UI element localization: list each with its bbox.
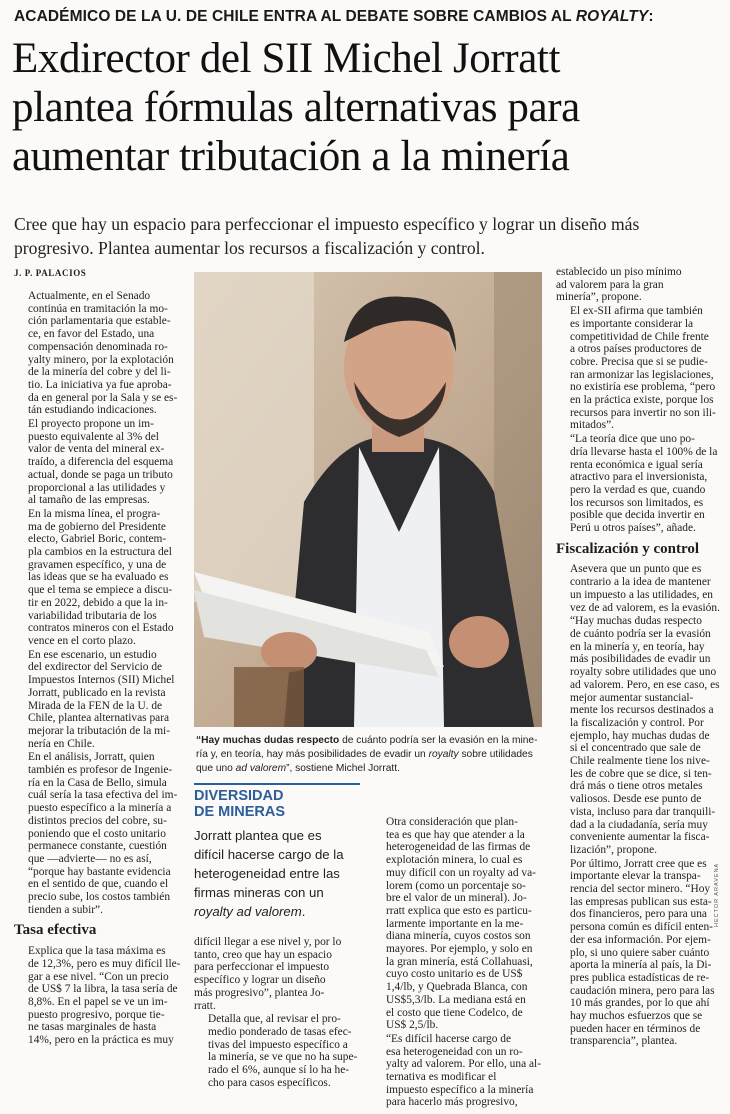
text-line: rratt explica que esto es particu-	[386, 904, 532, 917]
text-line: medio ponderado de tasas efec-	[208, 1025, 352, 1038]
text-line: distintos precios del cobre, su-	[28, 814, 167, 827]
text-line: pero la verdad es que, cuando	[570, 483, 706, 496]
text-line: puesto específico a la minería a	[28, 802, 172, 815]
text-line: pres publica estadísticas de re-	[570, 971, 710, 984]
text-line: gar a ese nivel. “Con un precio	[28, 970, 169, 983]
article-kicker: ACADÉMICO DE LA U. DE CHILE ENTRA AL DEBATE SOBRE CAMBIOS AL ROYALTY:	[14, 8, 654, 25]
text-line: gravamen específico, y una de	[28, 558, 167, 571]
text-line: les de cobre que se dice, si ten-	[570, 767, 712, 780]
text-line: En la misma línea, el progra-	[28, 507, 161, 520]
text-line: las ideas que se ha evaluado es	[28, 571, 169, 584]
paragraph	[556, 615, 720, 856]
text-line: proporcional a las utilidades y	[28, 481, 166, 494]
text-line: si el concentrado que sale de	[570, 742, 701, 755]
text-line: vista, incluso para dar tranquili-	[570, 805, 716, 818]
text-line: ad valorem para la gran	[556, 278, 664, 291]
text-line: en la minería y, en teoría, hay	[570, 640, 705, 653]
text-line: impuesto específico a la minería	[386, 1083, 534, 1096]
text-line: esa heterogeneidad con un ro-	[386, 1045, 523, 1058]
text-line: muy difícil con un royalty ad va-	[386, 866, 536, 879]
text-line: “La teoría dice que uno po-	[570, 433, 695, 446]
text-line: ad valorem. Pero, en ese caso, es	[570, 678, 720, 691]
text-line: traído, a diferencia del esquema	[28, 456, 174, 469]
text-line: cuyo costo unitario es de US$	[386, 968, 523, 981]
text-line: posible que decida invertir en	[570, 509, 705, 522]
text-line: yalty minero, por la explotación	[28, 353, 174, 366]
text-line: dría llevarse hasta el 100% de la	[570, 445, 718, 458]
article-headline: Exdirector del SII Michel Jorratt plantea fórmulas alternativas para aumentar tributación a la minería	[12, 35, 580, 180]
text-line: pueden hacer en términos de	[570, 1022, 701, 1035]
text-line: ne tasas marginales de hasta	[28, 1021, 157, 1034]
sidebar-rule	[194, 783, 360, 785]
text-line: las empresas publican sus esta-	[570, 895, 712, 908]
text-line: minería”, propone.	[556, 291, 642, 304]
text-line: 10 más grandes, por lo que ahí	[570, 997, 710, 1010]
text-line: recursos para invertir no son ili-	[570, 406, 716, 419]
text-line: Perú u otros países”, añade.	[570, 522, 696, 535]
text-line: rencia del sector minero. “Hoy	[570, 883, 711, 896]
text-line: tienden a subir”.	[28, 903, 103, 916]
text-line: tán estudiando indicaciones.	[28, 404, 157, 417]
paragraph	[556, 858, 720, 1049]
text-line: drá más o tiene otros metales	[570, 780, 703, 793]
text-line: ternativa es modificar el	[386, 1071, 497, 1084]
text-line: transparencia”, plantea.	[570, 1035, 678, 1048]
text-line: valiosos. Desde ese punto de	[570, 793, 702, 806]
text-line: tanto, creo que hay un espacio	[194, 948, 332, 961]
text-line: El ex-SII afirma que también	[570, 305, 703, 318]
text-line: bre el valor de un mineral). Jo-	[386, 892, 527, 905]
text-line: no existiría ese problema, “pero	[570, 381, 716, 394]
text-line: ma de gobierno del Presidente	[28, 520, 166, 533]
text-line: caudación minera, pero para las	[570, 984, 715, 997]
sidebar-text: Jorratt plantea que es difícil hacerse cargo de la heterogeneidad entre las firmas mineras con un royalty ad valorem.	[194, 828, 344, 919]
text-line: compensación denominada ro-	[28, 340, 168, 353]
text-line: persona común es difícil enten-	[570, 921, 713, 934]
byline: J. P. PALACIOS	[14, 268, 87, 278]
text-line: da en general por la Sala y se es-	[28, 391, 178, 404]
text-line: Explica que la tasa máxima es	[28, 945, 166, 958]
text-line: Jorratt, publicado en la revista	[28, 686, 166, 699]
text-line: Otra consideración que plan-	[386, 816, 518, 828]
text-line: la fiscalización y control. Por	[570, 716, 704, 729]
text-line: pla cambios en la estructura del	[28, 546, 172, 559]
text-line: mayores. Por ejemplo, y solo en	[386, 943, 533, 956]
text-line: lización”, propone.	[570, 843, 657, 856]
text-line: En el análisis, Jorratt, quien	[28, 751, 155, 764]
text-line: larmente importante en la me-	[386, 917, 524, 930]
text-line: continúa en tramitación la mo-	[28, 302, 168, 315]
text-line: tea es que hay que atender a la	[386, 828, 525, 841]
text-line: de 12,3%, pero es muy difícil lle-	[28, 957, 181, 970]
text-line: “porque hay bastante evidencia	[28, 865, 171, 878]
text-line: el costo que tiene Codelco, de	[386, 1006, 523, 1019]
text-line: de cuánto podría ser la evasión	[570, 627, 711, 640]
paragraph	[14, 290, 182, 417]
text-line: dos financieros, pero para una	[570, 908, 707, 921]
text-line: la minería, se ve que no ha supe-	[208, 1051, 358, 1064]
text-line: tio. La iniciativa ya fue aproba-	[28, 378, 172, 391]
text-line: vence en el corto plazo.	[28, 634, 136, 647]
text-line: que el tema se empiece a discu-	[28, 584, 173, 597]
text-line: también es profesor de Ingenie-	[28, 764, 173, 777]
text-line: cho para casos específicos.	[208, 1076, 331, 1089]
text-line: un impuesto a las utilidades, en	[570, 588, 713, 601]
section-heading: Fiscalización y control	[556, 540, 700, 557]
text-line: 14%, pero en la práctica es muy	[28, 1034, 174, 1047]
paragraph	[556, 433, 720, 535]
text-line: Chile realmente tiene los nive-	[570, 755, 710, 768]
text-line: contratos mineros con el Estado	[28, 622, 174, 635]
text-line: 8,8%. En el papel se ve un im-	[28, 995, 168, 1008]
text-line: mente los recursos destinados a	[570, 704, 714, 717]
text-line: es importante considerar la	[570, 317, 694, 330]
text-line: del exdirector del Servicio de	[28, 661, 163, 674]
text-line: diana minería, cuyos costos son	[386, 930, 531, 943]
text-line: Chile, plantea alternativas para	[28, 712, 170, 725]
text-line: Actualmente, en el Senado	[28, 290, 151, 302]
text-line: difícil llegar a ese nivel y, por lo	[194, 936, 342, 948]
paragraph	[194, 936, 360, 1012]
text-line: conveniente aumentar la fisca-	[570, 831, 710, 844]
text-line: ría en la Casa de Bello, simula	[28, 776, 167, 789]
article-column-4	[556, 266, 720, 1049]
text-line: más posibilidades de evadir un	[570, 653, 711, 666]
paragraph	[194, 1013, 360, 1089]
text-line: al tamaño de las empresas.	[28, 494, 150, 507]
photo-credit: HECTOR ARAVENA	[714, 862, 720, 927]
text-line: El proyecto propone un im-	[28, 418, 154, 431]
text-line: “Hay muchas dudas respecto	[570, 615, 702, 628]
text-line: ce, en favor del Estado, una	[28, 328, 155, 341]
text-line: atractivo para el inversionista,	[570, 471, 708, 484]
text-line: mejor aumentar sustancial-	[570, 691, 694, 704]
text-line: lorem (como un porcentaje so-	[386, 879, 526, 892]
text-line: tivas del impuesto específico a	[208, 1038, 348, 1051]
paragraph	[14, 945, 182, 1047]
text-line: de US$ 7 la libra, la tasa sería de	[28, 983, 178, 996]
text-line: renta económica e igual sería	[570, 458, 703, 471]
text-line: variabilidad tributaria de los	[28, 609, 157, 622]
text-line: rado el 6%, aunque sí lo ha he-	[208, 1064, 350, 1077]
paragraph	[556, 305, 720, 432]
text-line: mitados”.	[570, 419, 614, 432]
text-line: “Es difícil hacerse cargo de	[386, 1032, 512, 1045]
text-line: de la minería del cobre y del li-	[28, 366, 171, 379]
text-line: poniendo que el costo unitario	[28, 827, 166, 840]
text-line: cuál sería la tasa efectiva del im-	[28, 789, 178, 802]
text-line: cobre. Precisa que si se pudie-	[570, 355, 708, 368]
text-line: actual, donde se paga un tributo	[28, 468, 173, 481]
text-line: establecido un piso mínimo	[556, 266, 682, 278]
text-line: en el sentido de que, cuando el	[28, 878, 169, 891]
text-line: ción parlamentaria que estable-	[28, 315, 171, 328]
text-line: para perfeccionar el impuesto	[194, 961, 330, 974]
article-deck: Cree que hay un espacio para perfeccionar el impuesto específico y lograr un diseño más progresivo. Plantea aumentar los recursos a fiscalización y control.	[14, 214, 640, 258]
photo-caption: “Hay muchas dudas respecto de cuánto podría ser la evasión en la mine- ría y, en teoría, hay más posibilidades de evadir un royalty sobre utilidades que uno ad valorem”, sostiene Michel Jorratt.	[196, 735, 538, 774]
paragraph	[14, 751, 182, 916]
section-heading: Tasa efectiva	[14, 922, 97, 939]
text-line: royalty sobre utilidades que uno	[570, 666, 717, 679]
text-line: nería en Chile.	[28, 737, 95, 750]
photo-illustration	[194, 272, 542, 727]
text-line: dad a la ciudadanía, sería muy	[570, 818, 708, 831]
text-line: vez de ad valorem, es la evasión.	[570, 601, 720, 614]
text-line: mejorar la tributación de la mi-	[28, 724, 171, 737]
text-line: 1,4/lb, y Quebrada Blanca, con	[386, 981, 528, 994]
text-line: valor de venta del mineral ex-	[28, 443, 165, 456]
text-line: a otros países productores de	[570, 343, 702, 356]
text-line: electo, Gabriel Boric, contem-	[28, 533, 167, 546]
text-line: plo, si uno quiere saber cuánto	[570, 946, 710, 959]
article-column-2	[194, 936, 360, 1090]
text-line: para hacerlo más progresivo,	[386, 1096, 518, 1109]
text-line: puesto progresivo, porque tie-	[28, 1008, 165, 1021]
text-line: Asevera que un punto que es	[570, 563, 702, 576]
paragraph	[14, 418, 182, 507]
text-line: específico y lograr un diseño	[194, 974, 326, 987]
paragraph	[14, 649, 182, 751]
text-line: yalty ad valorem. Por ello, una al-	[386, 1058, 541, 1071]
text-line: aporta la minería al país, la Di-	[570, 959, 712, 972]
text-line: Mirada de la FEN de la U. de	[28, 699, 163, 712]
paragraph	[372, 816, 544, 1032]
text-line: rratt.	[194, 999, 216, 1012]
text-line: la gran minería, está Collahuasi,	[386, 955, 533, 968]
text-line: hay muchos esfuerzos que se	[570, 1010, 703, 1023]
text-line: los recursos son limitados, es	[570, 496, 704, 509]
text-line: US$ 2,5/lb.	[386, 1019, 439, 1032]
article-column-3	[372, 816, 544, 1110]
text-line: US$5,3/lb. La mediana está en	[386, 993, 526, 1006]
text-line: heterogeneidad de las firmas de	[386, 841, 531, 854]
paragraph	[556, 266, 720, 304]
text-line: contrario a la idea de mantener	[570, 576, 711, 589]
text-line: der esa información. Por ejem-	[570, 933, 711, 946]
text-line: Detalla que, al revisar el pro-	[208, 1013, 341, 1026]
text-line: tir en 2022, debido a que la in-	[28, 596, 168, 609]
paragraph	[14, 508, 182, 648]
text-line: precio sube, los costos también	[28, 891, 171, 904]
text-line: ejemplo, hay muchas dudas de	[570, 729, 710, 742]
article-column-1	[14, 290, 182, 1048]
paragraph	[556, 563, 720, 614]
paragraph	[372, 1033, 544, 1109]
text-line: puesto equivalente al 3% del	[28, 430, 159, 443]
text-line: explotación minera, lo cual es	[386, 854, 523, 867]
text-line: en la práctica existe, porque los	[570, 394, 714, 407]
text-line: importante elevar la transpa-	[570, 870, 701, 883]
text-line: En ese escenario, un estudio	[28, 648, 157, 661]
text-line: permanece constante, cuestión	[28, 840, 167, 853]
sidebar-title: DIVERSIDAD DE MINERAS	[194, 788, 286, 820]
text-line: Por último, Jorratt cree que es	[570, 857, 707, 870]
text-line: Impuestos Internos (SII) Michel	[28, 674, 175, 687]
text-line: más progresivo”, plantea Jo-	[194, 986, 325, 999]
text-line: competitividad de Chile frente	[570, 330, 709, 343]
text-line: ran armonizar las legislaciones,	[570, 368, 714, 381]
text-line: que —advierte— no es así,	[28, 852, 152, 865]
